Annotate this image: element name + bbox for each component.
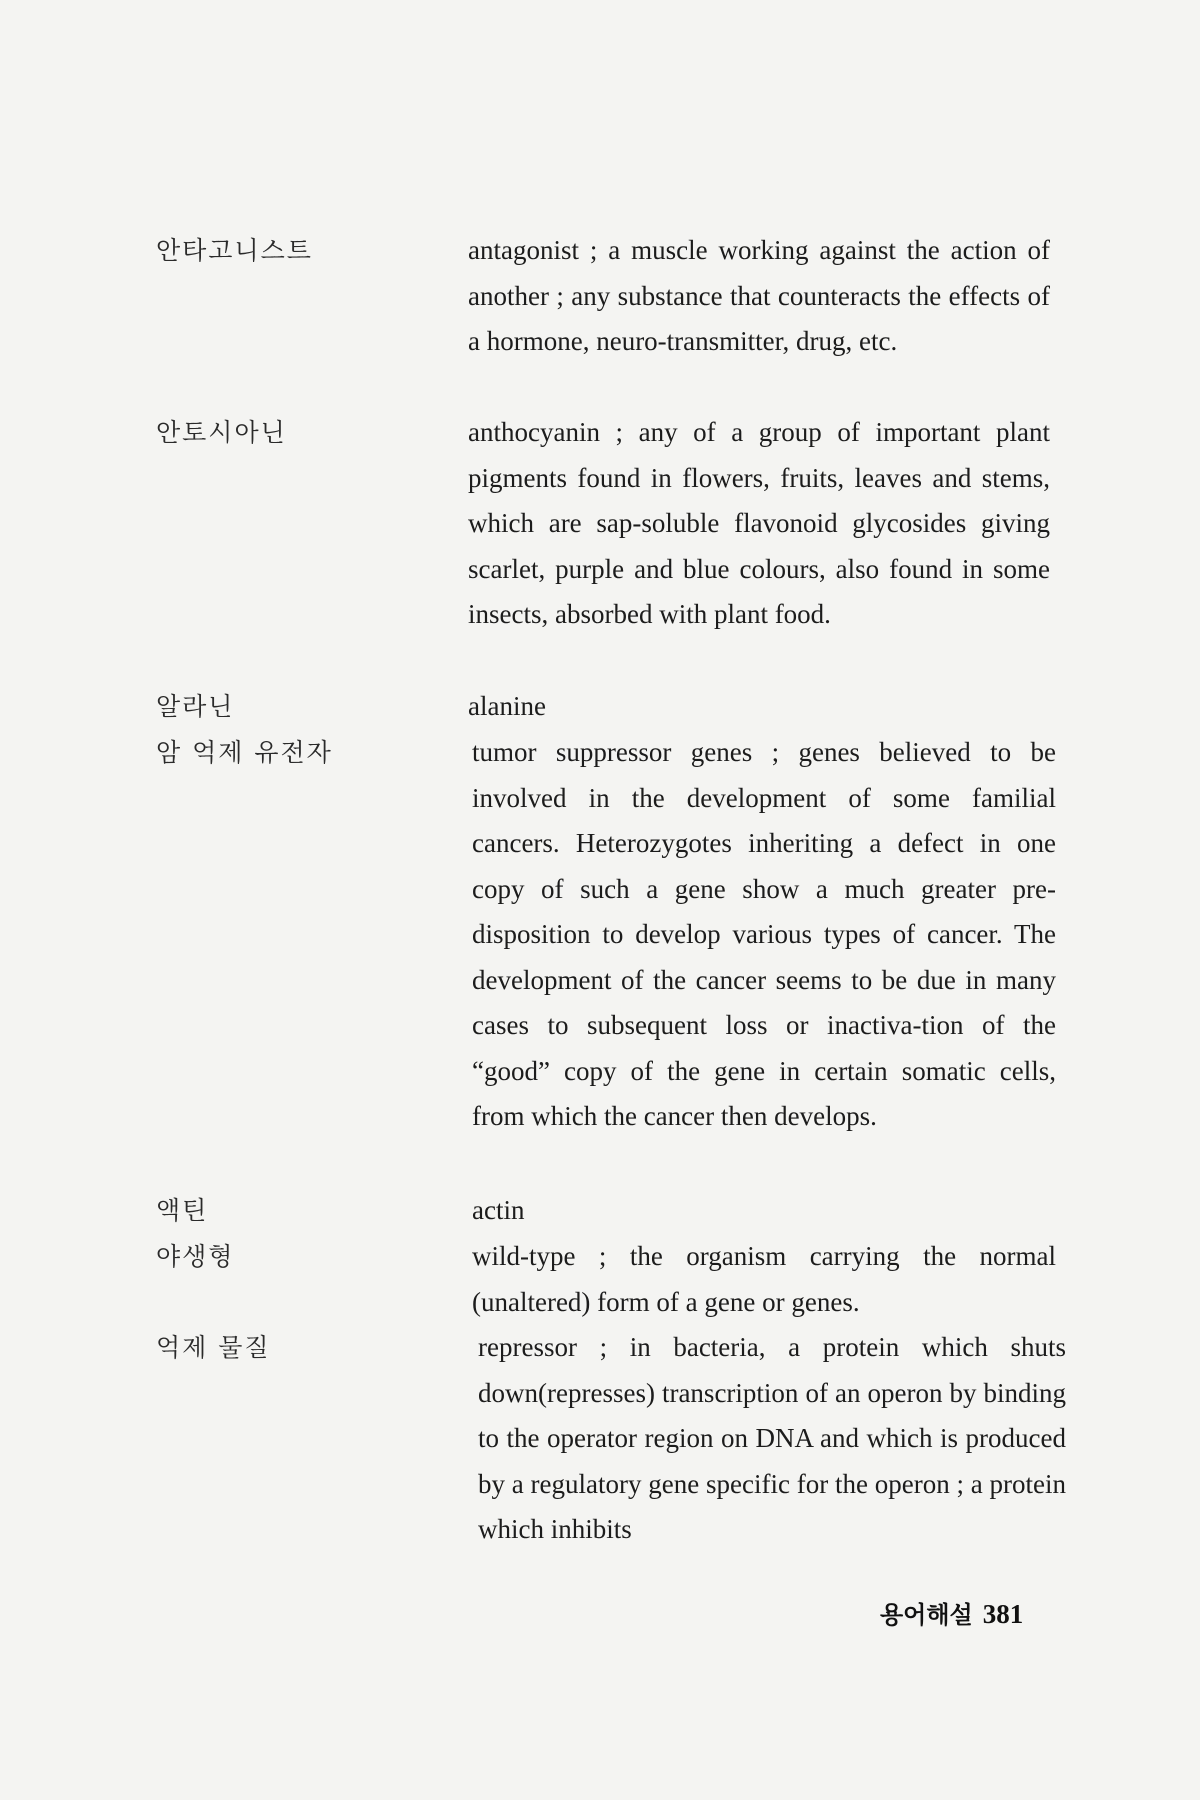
entry-definition: antagonist ; a muscle working against the action of another ; any substance that counteracts the effects of a hormone, neuro-transmitter, drug, etc. — [468, 235, 1050, 356]
entry-term: 안타고니스트 — [156, 236, 313, 265]
entry-term: 억제 물질 — [156, 1333, 271, 1362]
entry-term: 안토시아닌 — [156, 418, 287, 447]
entry-definition: alanine — [468, 691, 546, 721]
page-number: 381 — [982, 1599, 1024, 1629]
section-title: 용어해설 — [880, 1601, 973, 1629]
entry-term: 야생형 — [156, 1242, 235, 1271]
entry-term: 액틴 — [156, 1196, 209, 1225]
entry-definition: repressor ; in bacteria, a protein which shuts down(represses) transcription of an operon by binding to the operator region on DNA and which is produced by a regulatory gene specific for the operon ; a protein which inhibits — [478, 1332, 1066, 1544]
entry-definition: anthocyanin ; any of a group of important plant pigments found in flowers, fruits, leaves and stems, which are sap-soluble flavonoid glycosides giving scarlet, purple and blue colours, also found in some insects, absorbed with plant food. — [468, 417, 1050, 629]
entry-term: 알라닌 — [156, 692, 235, 721]
entry-definition: tumor suppressor genes ; genes believed to be involved in the development of some familial cancers. Heterozygotes inheriting a defect in one copy of such a gene show a much greater pre-disposition to develop various types of cancer. The development of the cancer seems to be due in many cases to subsequent loss or inactiva-tion of the “good” copy of the gene in certain somatic cells, from which the cancer then develops. — [472, 737, 1056, 1131]
entry-definition: wild-type ; the organism carrying the normal (unaltered) form of a gene or genes. — [472, 1241, 1056, 1317]
entry-definition: actin — [472, 1195, 525, 1225]
entry-term: 암 억제 유전자 — [156, 738, 333, 767]
page-footer — [880, 1595, 1023, 1630]
